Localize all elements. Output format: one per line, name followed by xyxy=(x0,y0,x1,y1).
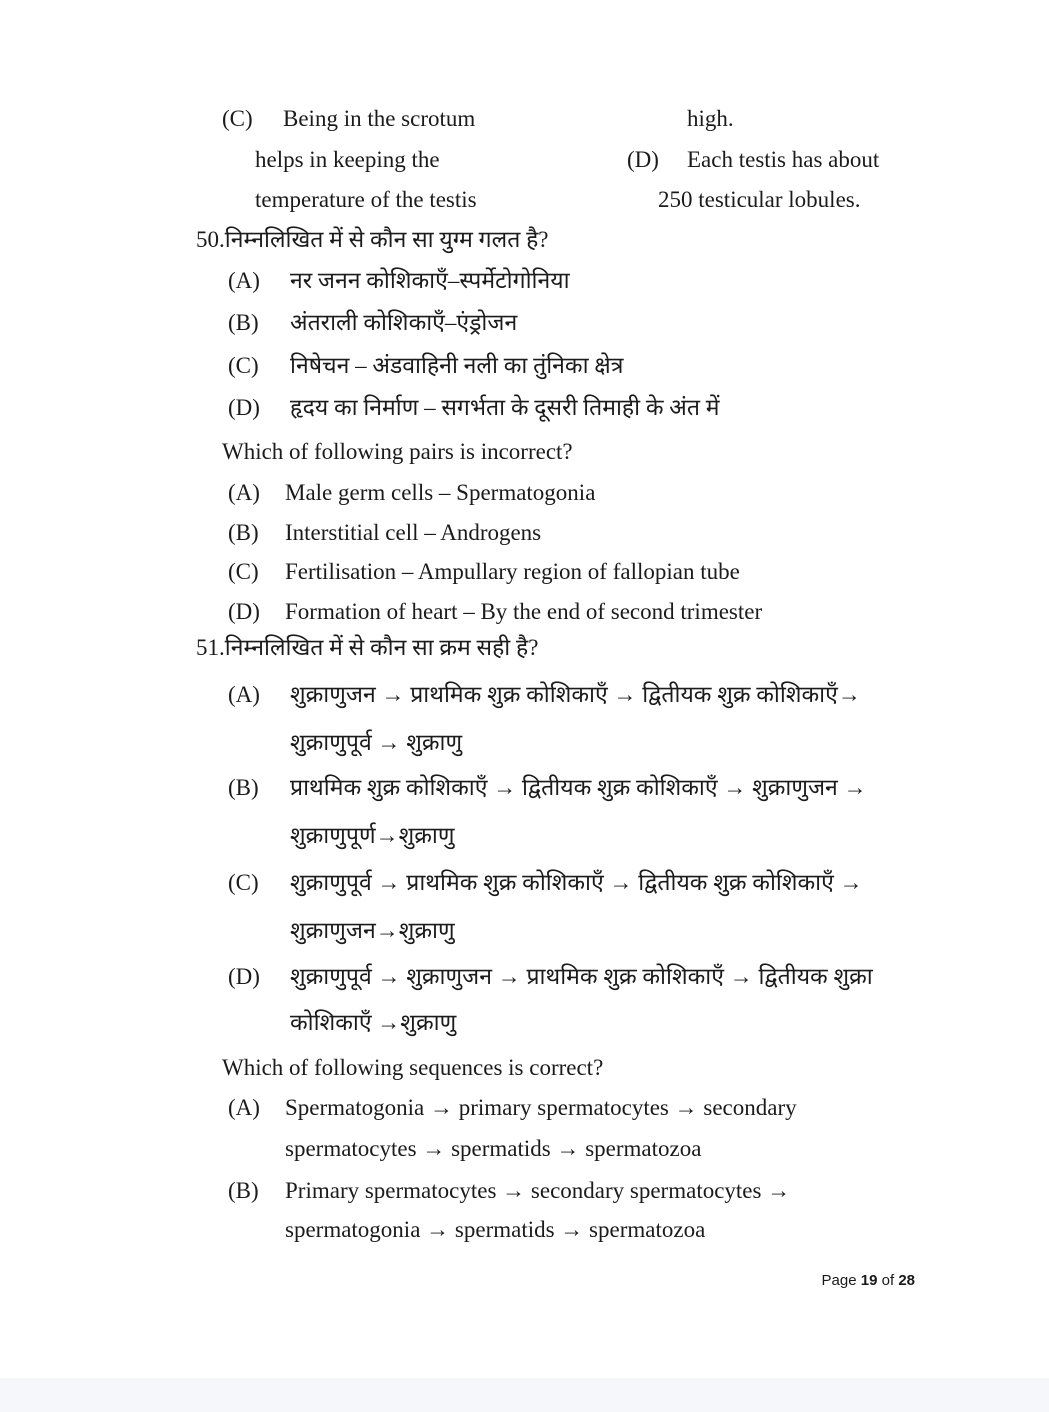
prev-option-d-line1: Each testis has about xyxy=(687,147,880,172)
q50-en-option-c-text: Fertilisation – Ampullary region of fallopian tube xyxy=(285,559,740,584)
q50-hi-option-d-text: हृदय का निर्माण – सगर्भता के दूसरी तिमाही के अंत में xyxy=(290,395,720,420)
q51-hi-option-a-line1: शुक्राणुजन → प्राथमिक शुक्र कोशिकाएँ → द्वितीयक शुक्र कोशिकाएँ→ xyxy=(290,682,861,707)
q50-en-option-a-text: Male germ cells – Spermatogonia xyxy=(285,480,596,505)
q51-hi-option-d-marker: (D) xyxy=(228,964,260,989)
q51-number: 51. xyxy=(196,635,225,660)
q50-number: 50. xyxy=(196,227,225,252)
q51-question-english: Which of following sequences is correct? xyxy=(222,1055,604,1080)
q50-en-option-d-text: Formation of heart – By the end of second trimester xyxy=(285,599,763,624)
q50-question-english: Which of following pairs is incorrect? xyxy=(222,439,573,464)
prev-option-d-marker: (D) xyxy=(627,147,659,172)
q51-en-option-b-line1: Primary spermatocytes → secondary spermatocytes → xyxy=(285,1178,791,1203)
q51-en-option-a-marker: (A) xyxy=(228,1095,260,1120)
q51-hi-option-a-marker: (A) xyxy=(228,682,260,707)
q51-en-option-a-line1: Spermatogonia → primary spermatocytes → secondary xyxy=(285,1095,797,1120)
q50-hi-option-a-marker: (A) xyxy=(228,268,260,293)
footer-total-pages: 28 xyxy=(898,1272,915,1289)
q51-hi-option-b-line1: प्राथमिक शुक्र कोशिकाएँ → द्वितीयक शुक्र कोशिकाएँ → शुक्राणुजन → xyxy=(290,775,867,800)
prev-option-c-line2: helps in keeping the xyxy=(255,147,440,172)
q51-hi-option-d-line2: कोशिकाएँ →शुक्राणु xyxy=(290,1010,457,1035)
prev-right-col-line1: high. xyxy=(687,106,734,131)
footer-of-label: of xyxy=(881,1272,895,1289)
q50-en-option-c-marker: (C) xyxy=(228,559,259,584)
q50-hi-option-d-marker: (D) xyxy=(228,395,260,420)
prev-option-c-line3: temperature of the testis xyxy=(255,187,477,212)
q50-en-option-b-text: Interstitial cell – Androgens xyxy=(285,520,542,545)
q50-question-hindi: निम्नलिखित में से कौन सा युग्म गलत है? xyxy=(224,227,549,252)
q51-hi-option-a-line2: शुक्राणुपूर्व → शुक्राणु xyxy=(290,730,463,755)
prev-option-c-line1: Being in the scrotum xyxy=(283,106,476,131)
q50-hi-option-b-text: अंतराली कोशिकाएँ–एंड्रोजन xyxy=(290,310,518,335)
prev-option-d-line2: 250 testicular lobules. xyxy=(658,187,861,212)
q51-hi-option-b-marker: (B) xyxy=(228,775,259,800)
page-footer xyxy=(822,1272,915,1289)
q50-heading-hindi xyxy=(196,225,549,255)
q51-hi-option-c-marker: (C) xyxy=(228,870,259,895)
q51-en-option-b-line2: spermatogonia → spermatids → spermatozoa xyxy=(285,1217,706,1242)
q50-en-option-a-marker: (A) xyxy=(228,480,260,505)
q51-question-hindi: निम्नलिखित में से कौन सा क्रम सही है? xyxy=(224,635,539,660)
q50-en-option-b-marker: (B) xyxy=(228,520,259,545)
q50-hi-option-c-marker: (C) xyxy=(228,353,259,378)
q51-en-option-a-line2: spermatocytes → spermatids → spermatozoa xyxy=(285,1136,702,1161)
q51-heading-hindi xyxy=(196,633,538,663)
bottom-strip xyxy=(0,1378,1049,1412)
q51-en-option-b-marker: (B) xyxy=(228,1178,259,1203)
q51-hi-option-b-line2: शुक्राणुपूर्ण→शुक्राणु xyxy=(290,823,455,848)
q51-hi-option-c-line1: शुक्राणुपूर्व → प्राथमिक शुक्र कोशिकाएँ → द्वितीयक शुक्र कोशिकाएँ → xyxy=(290,870,863,895)
q50-hi-option-b-marker: (B) xyxy=(228,310,259,335)
q50-hi-option-a-text: नर जनन कोशिकाएँ–स्पर्मेटोगोनिया xyxy=(290,268,570,293)
q51-hi-option-d-line1: शुक्राणुपूर्व → शुक्राणुजन → प्राथमिक शुक्र कोशिकाएँ → द्वितीयक शुक्रा xyxy=(290,964,873,989)
q50-en-option-d-marker: (D) xyxy=(228,599,260,624)
footer-current-page: 19 xyxy=(860,1272,878,1289)
q50-hi-option-c-text: निषेचन – अंडवाहिनी नली का तुंनिका क्षेत्र xyxy=(290,353,624,378)
q51-hi-option-c-line2: शुक्राणुजन→शुक्राणु xyxy=(290,918,455,943)
footer-page-label: Page xyxy=(821,1272,857,1289)
prev-option-c-marker: (C) xyxy=(222,106,253,131)
